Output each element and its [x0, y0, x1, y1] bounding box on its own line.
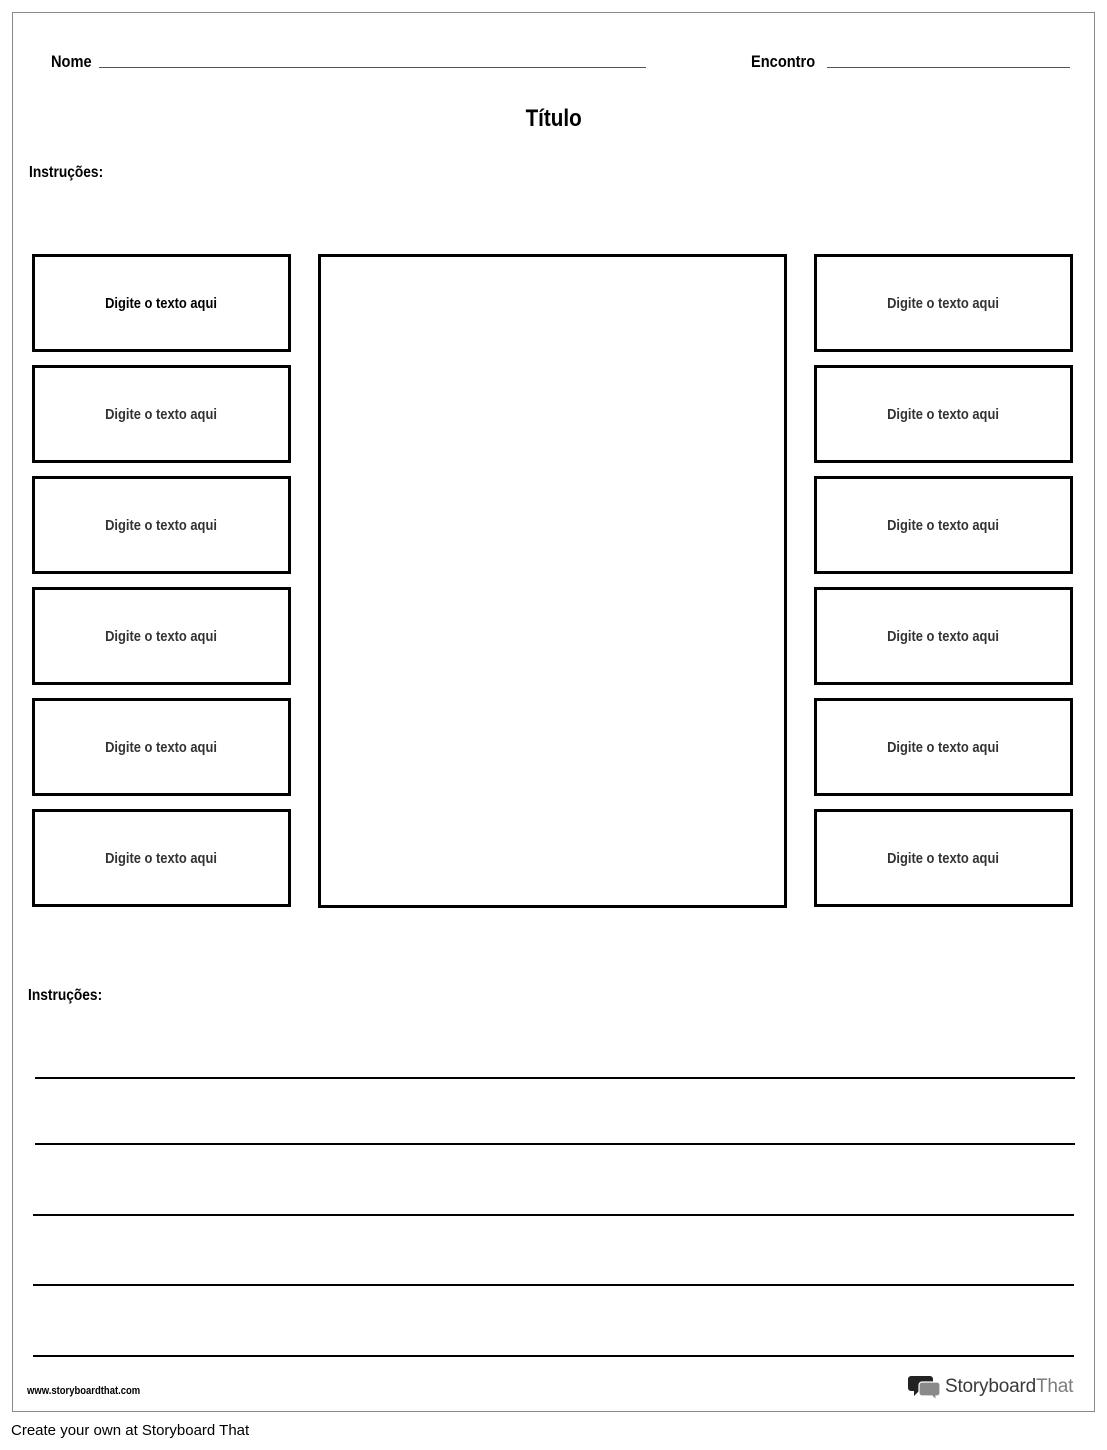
text-box-label: Digite o texto aqui	[105, 294, 218, 312]
text-box-label: Digite o texto aqui	[887, 405, 1000, 423]
date-field-line[interactable]	[827, 67, 1070, 68]
instructions-bottom-label: Instruções:	[28, 987, 103, 1004]
right-text-box[interactable]	[814, 587, 1073, 685]
text-box-label: Digite o texto aqui	[105, 627, 218, 645]
right-text-box[interactable]	[814, 698, 1073, 796]
left-text-box[interactable]	[32, 365, 291, 463]
left-text-box[interactable]	[32, 587, 291, 685]
text-box-label: Digite o texto aqui	[887, 627, 1000, 645]
right-text-box[interactable]	[814, 476, 1073, 574]
left-text-box[interactable]	[32, 476, 291, 574]
logo-wordmark: StoryboardThat	[945, 1376, 1074, 1397]
text-box-label: Digite o texto aqui	[105, 516, 218, 534]
name-label: Nome	[51, 52, 92, 71]
writing-line[interactable]	[33, 1214, 1074, 1216]
text-box-label: Digite o texto aqui	[105, 849, 218, 867]
right-text-box[interactable]	[814, 365, 1073, 463]
text-box-label: Digite o texto aqui	[105, 738, 218, 756]
text-box-label: Digite o texto aqui	[887, 294, 1000, 312]
writing-line[interactable]	[33, 1355, 1074, 1357]
footer-url[interactable]: www.storyboardthat.com	[27, 1385, 141, 1397]
storyboardthat-logo	[908, 1374, 1073, 1400]
date-label: Encontro	[751, 52, 816, 71]
left-text-box[interactable]	[32, 809, 291, 907]
writing-line[interactable]	[33, 1284, 1074, 1286]
right-text-box[interactable]	[814, 254, 1073, 352]
left-text-box[interactable]	[32, 698, 291, 796]
center-image-box[interactable]	[318, 254, 787, 908]
text-box-label: Digite o texto aqui	[887, 849, 1000, 867]
left-text-box[interactable]	[32, 254, 291, 352]
writing-line[interactable]	[35, 1143, 1075, 1145]
text-box-label: Digite o texto aqui	[105, 405, 218, 423]
right-text-box[interactable]	[814, 809, 1073, 907]
writing-line[interactable]	[35, 1077, 1075, 1079]
instructions-top-label: Instruções:	[29, 164, 104, 181]
page-title[interactable]: Título	[525, 105, 582, 132]
name-field-line[interactable]	[99, 67, 646, 68]
text-box-label: Digite o texto aqui	[887, 516, 1000, 534]
create-your-own-link[interactable]: Create your own at Storyboard That	[11, 1422, 250, 1439]
speech-bubbles-icon	[908, 1374, 941, 1400]
text-box-label: Digite o texto aqui	[887, 738, 1000, 756]
